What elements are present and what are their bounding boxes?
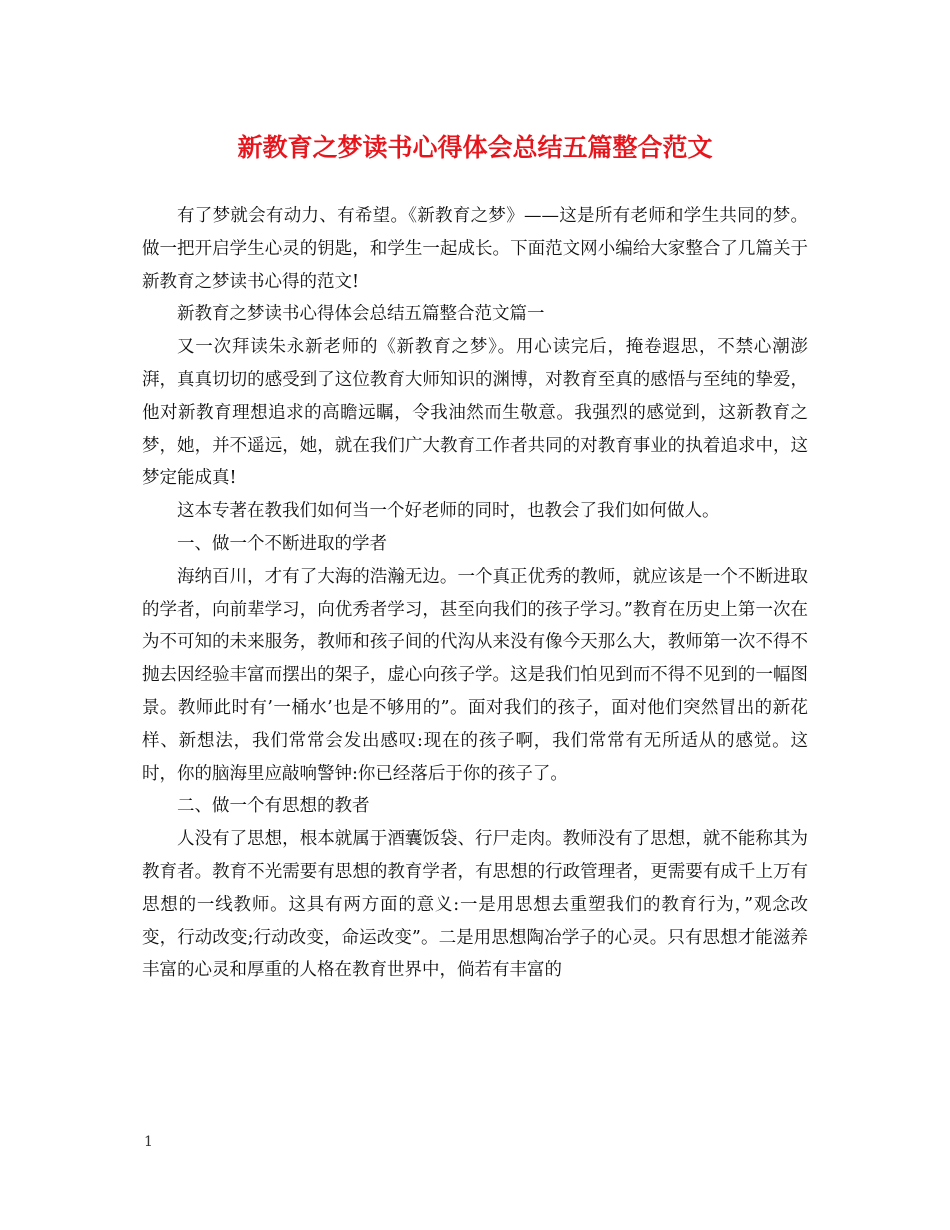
document-title: 新教育之梦读书心得体会总结五篇整合范文 [237, 133, 713, 162]
section-heading-article-one: 新教育之梦读书心得体会总结五篇整合范文篇一 [177, 304, 545, 325]
paragraph-thinker: 人没有了思想，根本就属于酒囊饭袋、行尸走肉。教师没有了思想，就不能称其为教育者。教育不光需要有思想的教育学者，有思想的行政管理者，更需要有成千上万有思想的一线教师。这具有两方面的意义:一是用思想去重塑我们的教育行为，”观念改变，行动改变;行动改变，命运改变”。二是用思想陶冶学子的心灵。只有思想才能滋养丰富的心灵和厚重的人格在教育世界中，倘若有丰富的 [142, 829, 808, 981]
paragraph-learner: 海纳百川，才有了大海的浩瀚无边。一个真正优秀的教师，就应该是一个不断进取的学者，向前辈学习，向优秀者学习，甚至向我们的孩子学习。”教育在历史上第一次在为不可知的未来服务，教师和孩子间的代沟从来没有像今天那么大，教师第一次不得不抛去因经验丰富而摆出的架子，虚心向孩子学。这是我们怕见到而不得不见到的一幅图景。教师此时有’一桶水’也是不够用的”。面对我们的孩子，面对他们突然冒出的新花样、新想法，我们常常会发出感叹:现在的孩子啊，我们常常有无所适从的感觉。这时，你的脑海里应敲响警钟:你已经落后于你的孩子了。 [142, 566, 808, 784]
paragraph-intro: 有了梦就会有动力、有希望。《新教育之梦》——这是所有老师和学生共同的梦。做一把开启学生心灵的钥匙，和学生一起成长。下面范文网小编给大家整合了几篇关于新教育之梦读书心得的范文! [142, 206, 808, 292]
document-body [142, 200, 808, 987]
section-heading-thinker: 二、做一个有思想的教者 [177, 796, 370, 817]
paragraph-book-summary: 这本专著在教我们如何当一个好老师的同时，也教会了我们如何做人。 [177, 501, 720, 522]
paragraph-reading-reflection: 又一次拜读朱永新老师的《新教育之梦》。用心读完后，掩卷遐思，不禁心潮澎湃，真真切切的感受到了这位教育大师知识的渊博，对教育至真的感悟与至纯的挚爱，他对新教育理想追求的高瞻远瞩，令我油然而生敬意。我强烈的感觉到，这新教育之梦，她，并不遥远，她，就在我们广大教育工作者共同的对教育事业的执着追求中，这梦定能成真! [142, 337, 808, 489]
page-number: 1 [144, 1134, 153, 1150]
section-heading-learner: 一、做一个不断进取的学者 [177, 533, 387, 554]
